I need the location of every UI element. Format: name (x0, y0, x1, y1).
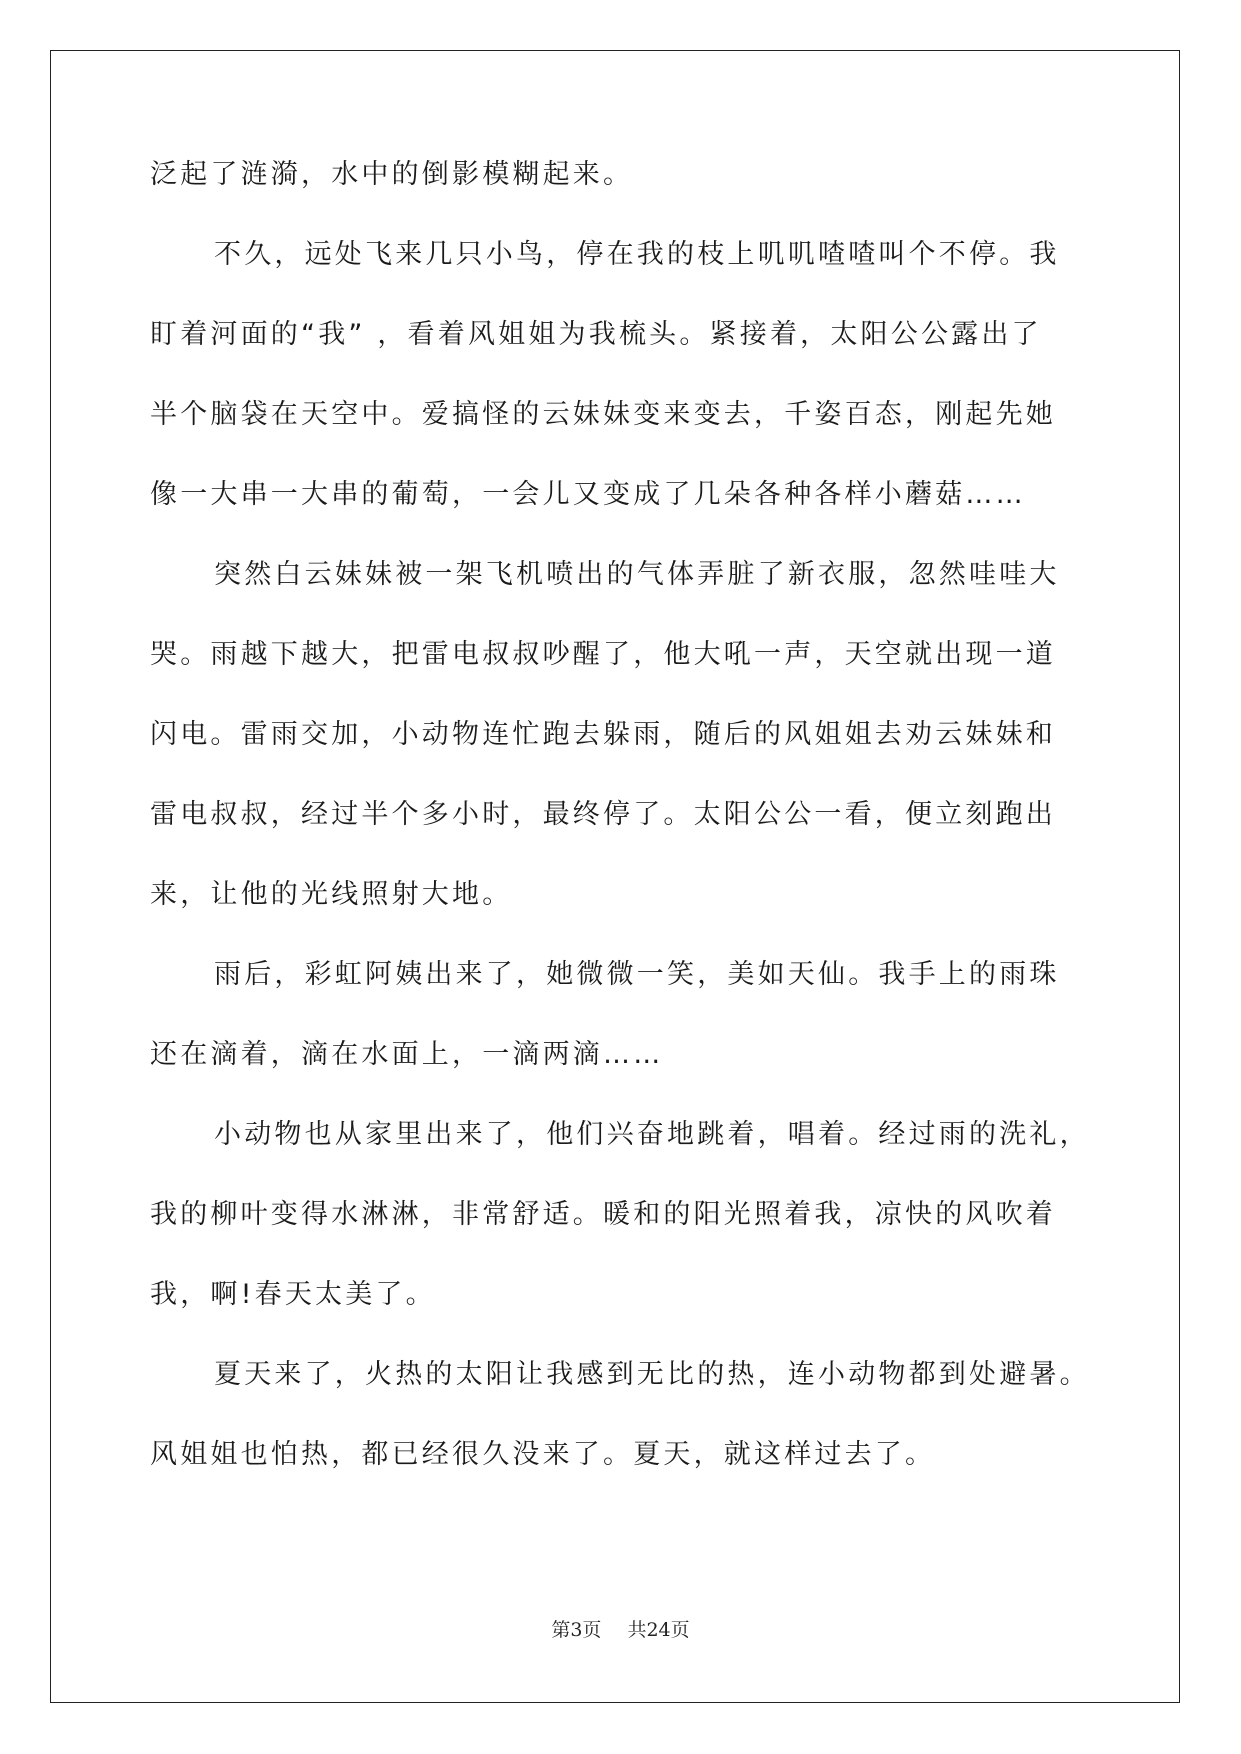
text-line: 雨后，彩虹阿姨出来了，她微微一笑，美如天仙。我手上的雨珠 (214, 959, 1060, 990)
text-line: 不久，远处飞来几只小鸟，停在我的枝上叽叽喳喳叫个不停。我 (214, 239, 1060, 270)
text-line: 小动物也从家里出来了，他们兴奋地跳着，唱着。经过雨的洗礼， (214, 1119, 1090, 1150)
text-line: 我，啊!春天太美了。 (150, 1279, 436, 1310)
text-line: 突然白云妹妹被一架飞机喷出的气体弄脏了新衣服，忽然哇哇大 (214, 559, 1060, 590)
text-line: 闪电。雷雨交加，小动物连忙跑去躲雨，随后的风姐姐去劝云妹妹和 (150, 719, 1056, 750)
text-line: 雷电叔叔，经过半个多小时，最终停了。太阳公公一看，便立刻跑出 (150, 799, 1056, 830)
page-total: 共24页 (627, 1619, 690, 1641)
page-footer (0, 1615, 1241, 1642)
document-body (150, 155, 1120, 1515)
text-line: 来，让他的光线照射大地。 (150, 879, 513, 910)
text-line: 像一大串一大串的葡萄，一会儿又变成了几朵各种各样小蘑菇…… (150, 479, 1026, 510)
text-line: 还在滴着，滴在水面上，一滴两滴…… (150, 1039, 664, 1070)
page-number: 第3页 (551, 1619, 602, 1641)
text-line: 我的柳叶变得水淋淋，非常舒适。暖和的阳光照着我，凉快的风吹着 (150, 1199, 1056, 1230)
text-line: 半个脑袋在天空中。爱搞怪的云妹妹变来变去，千姿百态，刚起先她 (150, 399, 1056, 430)
text-line: 盯着河面的“我” ，看着风姐姐为我梳头。紧接着，太阳公公露出了 (150, 319, 1042, 350)
text-line: 泛起了涟漪，水中的倒影模糊起来。 (150, 159, 634, 190)
text-line: 夏天来了，火热的太阳让我感到无比的热，连小动物都到处避暑。 (214, 1359, 1090, 1390)
text-line: 哭。雨越下越大，把雷电叔叔吵醒了，他大吼一声，天空就出现一道 (150, 639, 1056, 670)
text-line: 风姐姐也怕热，都已经很久没来了。夏天，就这样过去了。 (150, 1439, 936, 1470)
